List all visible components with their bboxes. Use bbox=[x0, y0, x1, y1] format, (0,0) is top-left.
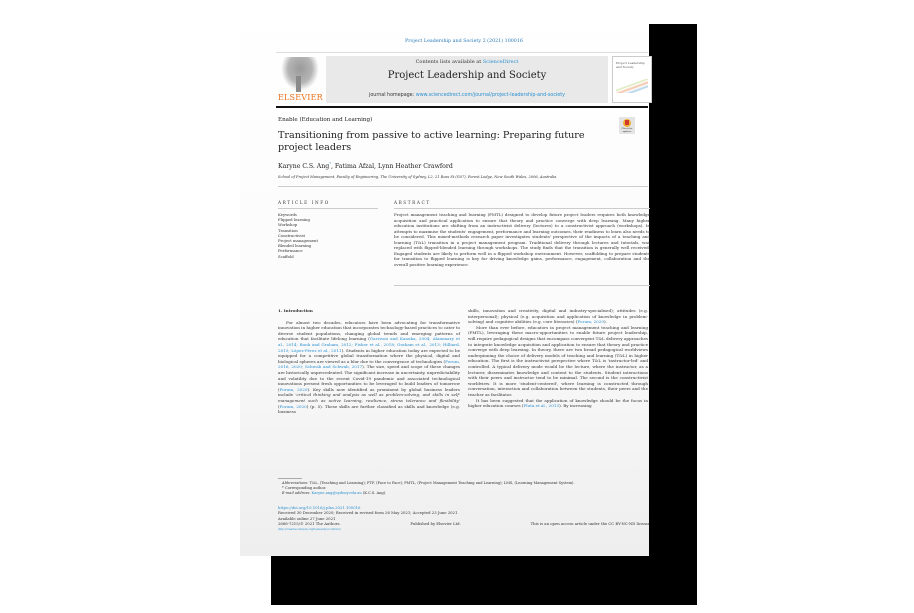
text: ). By increasing bbox=[559, 403, 592, 409]
check-for-updates-button[interactable] bbox=[619, 117, 635, 134]
corresponding-author-note: * Corresponding author. bbox=[282, 486, 327, 490]
journal-header bbox=[276, 56, 652, 104]
quoted-text: critical thinking and analysis as well as problem-solving, and skills in self-management such as active learning, resilience, stress tolerance and flexibility bbox=[278, 392, 460, 403]
homepage-prefix: journal homepage: bbox=[369, 93, 416, 98]
keywords-list bbox=[278, 212, 318, 259]
elsevier-logo[interactable] bbox=[278, 56, 323, 104]
email-note bbox=[282, 491, 648, 496]
email-owner: (K.C.S. Ang). bbox=[361, 491, 387, 495]
citation-link[interactable]: Forum, 2016, 2020; Schwab and Schwab, 2017 bbox=[278, 358, 460, 370]
article-title: Transitioning from passive to active learning: Preparing future project leaders bbox=[278, 130, 585, 153]
keyword: Workshop bbox=[278, 222, 298, 228]
citation-link[interactable]: Forum, 2020 bbox=[279, 386, 308, 392]
email-link[interactable]: Karyne.ang@sydney.edu.au bbox=[311, 491, 362, 495]
corresponding-marker[interactable]: * bbox=[329, 162, 331, 166]
text: ) (p. 5). These skills are further classified as skills and knowledge (e.g. business bbox=[278, 403, 461, 415]
keyword: Scaffold bbox=[278, 253, 294, 259]
divider bbox=[276, 52, 648, 53]
footnotes bbox=[282, 481, 648, 496]
journal-banner bbox=[326, 56, 608, 103]
received-dates: Received 30 December 2020; Received in revised form 26 May 2021; Accepted 23 June 2021 bbox=[278, 510, 458, 516]
tree-trunk-icon bbox=[296, 76, 301, 92]
header-divider bbox=[276, 106, 648, 108]
divider bbox=[278, 186, 648, 187]
article-section: Enable (Education and Learning) bbox=[278, 117, 373, 123]
journal-title: Project Leadership and Society bbox=[387, 70, 547, 81]
contents-prefix: Contents lists available at bbox=[415, 59, 483, 65]
crossmark-label: Check for updates bbox=[621, 127, 633, 133]
keyword: Transition bbox=[278, 227, 298, 233]
copyright: 2666-7215/© 2021 The Authors. bbox=[278, 521, 341, 527]
available-online: Available online 27 June 2021 bbox=[278, 515, 336, 521]
text: ). Students in higher education today are expected to be equipped for a competitive global transformation where the physical, digital and biological spheres are viewed as a blur due to the convergence of technologies ( bbox=[278, 347, 460, 364]
divider bbox=[278, 208, 378, 209]
abbreviations-text: T&L, (Teaching and Learning); FTF, (Face to Face); PMTL, (Project Management Teaching and Learning); LMS, (Learning Management System). bbox=[308, 481, 575, 485]
keyword: Project management bbox=[278, 238, 319, 244]
publisher-note: Published by Elsevier Ltd. bbox=[410, 521, 461, 527]
email-label: E-mail address: bbox=[282, 491, 311, 495]
text: skills, innovation and creativity, digital and industry-specialised); attitudes (e.g. interpersonal); physical (e.g. acquisition and application of knowledge in problem-solving) and cognitive abilities (e.g. core literacies) ( bbox=[468, 308, 648, 325]
doi-link[interactable]: https://doi.org/10.1016/j.plas.2021.100016 bbox=[278, 505, 361, 510]
divider bbox=[394, 208, 650, 209]
crossmark-icon bbox=[623, 119, 631, 127]
keyword: Blended learning bbox=[278, 243, 312, 249]
paragraph: More than ever before, educators in project management teaching and learning (PMTL), leveraging these macro-opportunities to enable future project leadership, will require pedagogical designs that encompass convergent T&L delivery approaches to integrate knowledge acquisition and application to ensure that theory and practice converge with deep learning. In theory, there are two broad pedagogical worldviews underpinning the choice of delivery models of teaching and learning (T&L) in higher education. The first is the instructivist perspective where T&L is 'instructor-led' and controlled. A typical delivery mode would be the lecture, where the instructor, as a lecturer, disseminates knowledge and content to the students. Student interactions with their peers and instructor tend to be minimal. The second is the constructivist worldview. It is more 'student-centered', where learning is constructed through conversation, interaction and collaboration between the students, their peers and the teacher as facilitator. bbox=[468, 324, 648, 397]
citation-link[interactable]: Garrison and Kanuka, 2004; Alammary et al., 2014; Bonk and Graham, 2012; Fisher et al., 2018; Graham et al., 2013; Hilliard, 2015; López-Pérez et al., 2011 bbox=[278, 336, 460, 353]
body-column-left bbox=[278, 308, 460, 415]
keyword: Performance bbox=[278, 248, 303, 254]
homepage-link[interactable]: www.sciencedirect.com/journal/project-leadership-and-society bbox=[415, 93, 565, 98]
keyword: Flipped learning bbox=[278, 217, 310, 223]
paragraph bbox=[278, 320, 460, 415]
keyword: Constructivist bbox=[278, 232, 306, 238]
body-column-right bbox=[468, 308, 648, 409]
paragraph bbox=[468, 308, 648, 325]
author-list bbox=[278, 162, 453, 170]
publisher-name: ELSEVIER bbox=[278, 93, 323, 102]
cover-art-icon bbox=[616, 79, 648, 93]
sciencedirect-link[interactable]: ScienceDirect bbox=[482, 59, 519, 65]
text: It has been suggested that the application of knowledge should be the focus in higher education courses ( bbox=[468, 397, 648, 409]
document-page bbox=[240, 0, 649, 556]
text: For almost two decades, educators have been advocating for transformative innovation in higher education that incorporates technology-based practices to cater to diverse student populations, changing global trends and emerging patterns of education that facilitate lifelong learning ( bbox=[278, 319, 460, 342]
abstract-heading: ABSTRACT bbox=[394, 200, 431, 205]
text: ). bbox=[604, 319, 607, 325]
abbreviations-label: Abbreviations: bbox=[282, 481, 309, 485]
journal-reference[interactable]: Project Leadership and Society 2 (2021) 100016 bbox=[405, 39, 523, 44]
keywords-label: Keywords bbox=[278, 212, 297, 217]
citation-link[interactable]: Forum, 2020 bbox=[279, 403, 307, 409]
paragraph bbox=[468, 398, 648, 409]
affiliation: School of Project Management, Faculty of Engineering, The University of Sydney, L2, 21 Ross St (G07), Forest Lodge, New South Wales, 2006, Australia bbox=[278, 175, 557, 179]
first-author[interactable]: Karyne C.S. Ang bbox=[278, 163, 330, 171]
text: ). The size, speed and scope of these changes are historically unprecedented. The significant increase in uncertainty, unpredictability and volatility due to the recent Covid-19 pandemic and associated technological innovations present fresh opportunities to be leveraged to build leaders of tomorrow ( bbox=[278, 364, 460, 392]
divider bbox=[394, 285, 650, 286]
abstract-text: Project management teaching and learning (PMTL) designed to develop future project leaders requires both knowledge acquisition and practical application to ensure that theory and practice converge with deep learning. Many higher education institutions are shifting from an instructivist delivery (lectures) to a constructivist approach (workshops). In attempts to maximise the students' engagement, performance and learning outcomes, their readiness to learn also needs to be considered. This mixed-methods research paper investigates students' perspective of the impacts of a teaching and learning (T&L) transition in a project management program. Traditional delivery through lectures and tutorials, was replaced with flipped-blended learning through workshops. The study finds that the transition is generally well received. Engaged students are likely to perform well in a flipped workshop environment. However, scaffolding to prepare students for transition to flipped learning is key for driving knowledge gains, performance, engagement, collaboration and the overall positive learning experience. bbox=[394, 212, 650, 267]
contents-line bbox=[326, 59, 608, 65]
article-info-heading: ARTICLE INFO bbox=[278, 200, 330, 205]
license-link[interactable]: (http://creativecommons.org/licenses/by-nc-nd/4.0/). bbox=[278, 527, 342, 531]
section-heading-introduction: 1. Introduction bbox=[278, 308, 313, 313]
homepage-line bbox=[326, 93, 608, 98]
text: ). Key skills now identified as prominent by global business leaders include ' bbox=[278, 386, 460, 398]
footnote-divider bbox=[278, 478, 302, 479]
coauthors[interactable]: , Fatima Afzal, Lynn Heather Crawford bbox=[330, 163, 453, 171]
journal-cover-thumbnail[interactable] bbox=[612, 56, 652, 103]
citation-link[interactable]: Forum, 2020 bbox=[577, 319, 604, 325]
license-text: This is an open access article under the CC BY-NC-ND license bbox=[530, 521, 650, 527]
cover-title: Project Leadership and Society bbox=[616, 61, 645, 69]
citation-link[interactable]: Pluta et al., 2013 bbox=[523, 403, 560, 409]
publication-info bbox=[278, 505, 650, 532]
text: ' ( bbox=[278, 397, 460, 409]
